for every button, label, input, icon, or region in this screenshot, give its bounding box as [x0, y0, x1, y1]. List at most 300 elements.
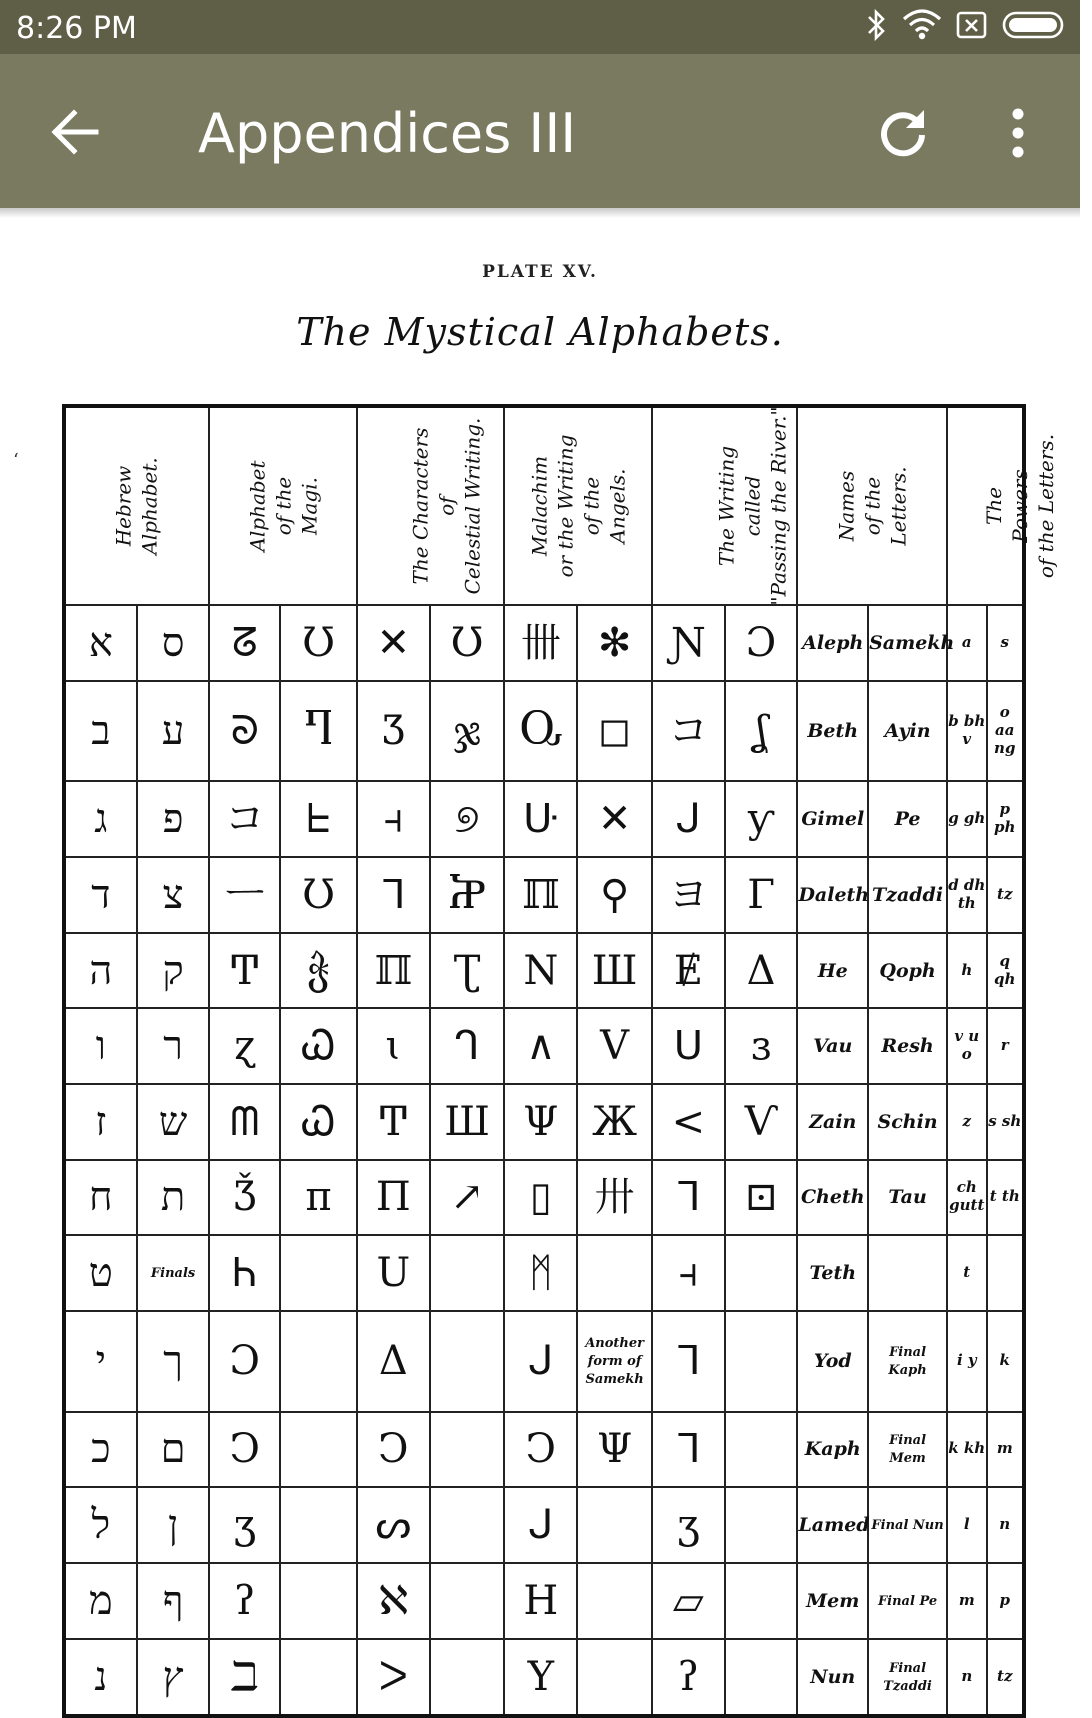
- table-cell: [357, 1639, 430, 1716]
- letter-glyph: Ψ: [597, 1426, 633, 1473]
- column-header-line: called: [740, 475, 765, 537]
- column-header-line: Hebrew: [112, 465, 137, 547]
- column-header-line: "Passing the River.": [766, 406, 791, 606]
- table-body: [64, 605, 1024, 1716]
- table-cell: [137, 605, 210, 681]
- letter-glyph: ჯ: [453, 708, 481, 755]
- letter-glyph: ג: [94, 796, 108, 843]
- table-cell: [577, 781, 652, 857]
- column-header-line: Angels.: [605, 468, 630, 544]
- table-cell: [64, 1008, 137, 1084]
- letter-glyph: Ⴍ: [519, 708, 563, 755]
- table-cell: [504, 1412, 577, 1488]
- table-cell: [430, 1487, 505, 1563]
- table-cell: [577, 605, 652, 681]
- table-cell: [137, 1487, 210, 1563]
- column-header-label: [111, 457, 163, 554]
- letter-glyph: ᖶ: [306, 796, 331, 843]
- letter-name: Final Pe: [877, 1593, 938, 1609]
- table-cell: [280, 1639, 357, 1716]
- table-cell: [868, 1412, 947, 1488]
- letter-glyph: ✕: [597, 796, 632, 843]
- table-cell: [430, 1311, 505, 1412]
- table-cell: [868, 1084, 947, 1160]
- letter-glyph: Ꮒ: [232, 1250, 257, 1297]
- letter-glyph: U: [376, 1250, 411, 1297]
- letter-name: Gimel: [801, 808, 865, 831]
- table-cell: [280, 1311, 357, 1412]
- letter-glyph: ᒣ: [381, 871, 406, 918]
- letter-power: ch gutt: [949, 1178, 985, 1215]
- table-cell: [652, 1412, 725, 1488]
- table-cell: [137, 781, 210, 857]
- table-cell: [987, 681, 1025, 782]
- letter-name: Zain: [809, 1110, 857, 1133]
- letter-glyph: Ⴟ: [447, 871, 487, 918]
- letter-glyph: Ʈ: [453, 947, 481, 994]
- table-cell: [725, 605, 798, 681]
- table-cell: [357, 1487, 430, 1563]
- letter-glyph: Ͻ: [229, 1426, 261, 1473]
- letter-glyph: ▱: [672, 1577, 704, 1624]
- table-cell: [209, 933, 280, 1009]
- letter-glyph: פ: [162, 796, 184, 843]
- letter-glyph: ץ: [162, 1653, 184, 1700]
- letter-glyph: ʒ: [677, 1502, 700, 1549]
- table-cell: [725, 1639, 798, 1716]
- table-cell: [504, 781, 577, 857]
- table-cell: [280, 1563, 357, 1639]
- letter-glyph: Ɔ: [745, 619, 777, 666]
- letter-glyph: Ʊ: [450, 619, 484, 666]
- table-cell: [64, 933, 137, 1009]
- table-cell: [64, 1160, 137, 1236]
- letter-glyph: ט: [88, 1250, 113, 1297]
- table-cell: [987, 1235, 1025, 1311]
- app-bar: [0, 54, 1080, 208]
- table-cell: [725, 681, 798, 782]
- letter-glyph: מ: [89, 1577, 113, 1624]
- table-cell: [504, 857, 577, 933]
- letter-glyph: ו: [95, 1023, 106, 1070]
- letter-power: b bh v: [948, 712, 986, 749]
- letter-power: v u o: [954, 1027, 980, 1064]
- overflow-menu-button[interactable]: [1000, 102, 1036, 164]
- arrow-left-icon: [46, 102, 106, 162]
- column-header-line: or the Writing: [553, 434, 578, 578]
- letter-glyph: Ͳ: [379, 1098, 407, 1145]
- table-cell: [137, 933, 210, 1009]
- letter-glyph: Ѵ: [743, 1098, 779, 1145]
- refresh-button[interactable]: [872, 102, 934, 164]
- table-cell: [64, 1412, 137, 1488]
- table-cell: [209, 1235, 280, 1311]
- table-cell: [280, 1412, 357, 1488]
- table-cell: [430, 681, 505, 782]
- battery-icon: [1002, 10, 1068, 40]
- letter-name: Tau: [888, 1186, 927, 1209]
- table-cell: [577, 1487, 652, 1563]
- table-cell: [357, 1412, 430, 1488]
- table-cell: [504, 605, 577, 681]
- letter-power: s sh: [988, 1111, 1022, 1130]
- table-cell: [209, 1563, 280, 1639]
- table-cell: [987, 1008, 1025, 1084]
- table-cell: [504, 1563, 577, 1639]
- column-header-label: [981, 434, 1059, 578]
- letter-glyph: ᐳ: [378, 1653, 408, 1700]
- table-cell: [209, 1008, 280, 1084]
- app-bar-shadow: [0, 208, 1080, 218]
- column-header: [947, 406, 1059, 605]
- table-cell: [947, 1160, 986, 1236]
- bluetooth-icon: [866, 8, 888, 42]
- column-header-line: Alphabet.: [138, 457, 163, 555]
- letter-glyph: ה: [89, 947, 113, 994]
- letter-glyph: ᘐ: [230, 708, 259, 755]
- letter-glyph: ᑘ: [523, 796, 559, 843]
- letter-glyph: ▯: [529, 1174, 552, 1221]
- letter-power: o aa ng: [994, 703, 1016, 758]
- table-cell: [280, 681, 357, 782]
- table-cell: [987, 1084, 1025, 1160]
- letter-glyph: ן: [167, 1502, 179, 1549]
- plate-title: The Mystical Alphabets.: [296, 310, 784, 354]
- table-row: [64, 933, 1024, 1009]
- letter-glyph: ᔕ: [375, 1502, 412, 1549]
- table-cell: [725, 1084, 798, 1160]
- cell-note: Another form of Samekh: [585, 1336, 644, 1388]
- status-time: 8:26 PM: [16, 11, 137, 46]
- table-cell: [430, 605, 505, 681]
- table-row: [64, 1235, 1024, 1311]
- table-cell: [652, 1487, 725, 1563]
- letter-glyph: コ: [224, 796, 265, 843]
- letter-power: z: [962, 1111, 972, 1130]
- table-cell: [209, 1160, 280, 1236]
- table-cell: [577, 1084, 652, 1160]
- table-cell: [868, 857, 947, 933]
- table-cell: [577, 857, 652, 933]
- table-cell: [209, 1084, 280, 1160]
- table-cell: [577, 1639, 652, 1716]
- column-header-line: The Writing: [714, 445, 739, 567]
- table-cell: [947, 1412, 986, 1488]
- table-cell: [868, 781, 947, 857]
- letter-glyph: ⫞: [678, 1250, 699, 1297]
- letter-glyph: ℿ: [521, 871, 560, 918]
- letter-name: Cheth: [800, 1186, 865, 1209]
- letter-power: tz: [997, 1666, 1013, 1685]
- table-cell: [797, 1412, 868, 1488]
- letter-glyph: ʒ: [233, 1502, 257, 1549]
- table-cell: [504, 1487, 577, 1563]
- table-cell: [652, 1084, 725, 1160]
- table-cell: [947, 1235, 986, 1311]
- letter-power: tz: [997, 884, 1013, 903]
- page-title: Appendices III: [198, 102, 577, 165]
- table-cell: [357, 1160, 430, 1236]
- table-cell: [504, 933, 577, 1009]
- letter-glyph: ב: [91, 708, 111, 755]
- table-cell: [357, 857, 430, 933]
- letter-name: Nun: [810, 1665, 856, 1688]
- table-cell: [987, 781, 1025, 857]
- table-cell: [652, 781, 725, 857]
- letter-glyph: ◻: [598, 708, 632, 755]
- table-cell: [652, 1008, 725, 1084]
- table-cell: [987, 1311, 1025, 1412]
- letter-glyph: ם: [160, 1426, 186, 1473]
- table-cell: [868, 1487, 947, 1563]
- table-cell: [947, 781, 986, 857]
- table-cell: [987, 1487, 1025, 1563]
- table-cell: [280, 1084, 357, 1160]
- table-cell: [577, 1311, 652, 1412]
- table-cell: [797, 1235, 868, 1311]
- table-cell: [577, 1235, 652, 1311]
- letter-glyph: ᒉ: [454, 1023, 480, 1070]
- column-header-line: of the Letters.: [1034, 433, 1059, 579]
- refresh-icon: [872, 102, 934, 164]
- table-cell: [987, 605, 1025, 681]
- letter-name: Qoph: [879, 959, 936, 982]
- table-cell: [797, 857, 868, 933]
- table-cell: [987, 1160, 1025, 1236]
- table-cell: [64, 1235, 137, 1311]
- table-cell: [652, 605, 725, 681]
- table-cell: [357, 1311, 430, 1412]
- table-row: [64, 1008, 1024, 1084]
- table-cell: [280, 933, 357, 1009]
- letter-glyph: ʔ: [234, 1577, 256, 1624]
- wifi-icon: [902, 9, 942, 41]
- letter-glyph: ף: [162, 1577, 184, 1624]
- letter-name: Vau: [813, 1035, 853, 1058]
- letter-glyph: Ж: [592, 1098, 638, 1145]
- table-cell: [868, 605, 955, 681]
- table-cell: [209, 605, 280, 681]
- letter-glyph: ח: [89, 1174, 113, 1221]
- letter-glyph: Ʊ: [301, 871, 336, 918]
- letter-glyph: ᒍ: [675, 796, 701, 843]
- table-cell: [137, 857, 210, 933]
- column-header-line: Powers: [1008, 469, 1033, 543]
- table-cell: [357, 681, 430, 782]
- letter-power: p ph: [994, 800, 1016, 837]
- letter-glyph: ר: [163, 1023, 183, 1070]
- table-cell: [725, 857, 798, 933]
- table-cell: [947, 857, 986, 933]
- table-cell: [64, 681, 137, 782]
- table-cell: [280, 1235, 357, 1311]
- alphabet-table: [62, 404, 1059, 1718]
- letter-name: Final Nun: [871, 1518, 944, 1534]
- letter-name: Lamed: [798, 1514, 870, 1537]
- table-cell: [357, 1235, 430, 1311]
- column-header: [357, 406, 505, 605]
- letter-glyph: Ш: [444, 1098, 490, 1145]
- table-cell: [868, 1563, 947, 1639]
- letter-glyph: ס: [161, 619, 185, 666]
- table-cell: [797, 1160, 868, 1236]
- table-cell: [430, 1563, 505, 1639]
- table-cell: [280, 857, 357, 933]
- letter-power: h: [961, 960, 973, 979]
- back-button[interactable]: [46, 102, 106, 162]
- table-cell: [64, 1639, 137, 1716]
- table-cell: [577, 681, 652, 782]
- table-cell: [357, 605, 430, 681]
- letter-glyph: ד: [91, 871, 111, 918]
- letter-power: g gh: [948, 809, 986, 828]
- letter-glyph: Ʊ: [301, 619, 336, 666]
- table-cell: [209, 857, 280, 933]
- letter-glyph: 卌: [520, 619, 561, 666]
- table-cell: [947, 1563, 986, 1639]
- table-row: [64, 1487, 1024, 1563]
- table-row: [64, 1311, 1024, 1412]
- table-cell: [652, 1639, 725, 1716]
- table-cell: [652, 1311, 725, 1412]
- letter-glyph: ℿ: [374, 947, 413, 994]
- letter-power: i y: [956, 1351, 977, 1370]
- letter-glyph: Π: [375, 1174, 411, 1221]
- letter-glyph: V: [600, 1023, 630, 1070]
- status-bar: [0, 0, 1080, 54]
- letter-glyph: Ɔ: [229, 1338, 261, 1385]
- column-header-line: of: [434, 496, 459, 516]
- table-cell: [209, 681, 280, 782]
- column-header-line: Magi.: [297, 477, 322, 535]
- letter-power: k: [999, 1351, 1010, 1370]
- letter-glyph: ჭ: [307, 947, 331, 994]
- table-row: [64, 781, 1024, 857]
- column-header-line: The Characters: [408, 427, 433, 585]
- table-cell: [137, 1235, 210, 1311]
- table-cell: [797, 605, 868, 681]
- letter-glyph: Ɇ: [673, 947, 703, 994]
- column-header-line: Celestial Writing.: [460, 417, 485, 595]
- letter-name: Yod: [813, 1350, 852, 1373]
- table-cell: [797, 933, 868, 1009]
- table-cell: [868, 681, 947, 782]
- table-cell: [725, 1487, 798, 1563]
- letter-power: p: [999, 1590, 1010, 1609]
- table-cell: [137, 1563, 210, 1639]
- table-cell: [652, 1235, 725, 1311]
- table-cell: [504, 1235, 577, 1311]
- table-cell: [504, 1311, 577, 1412]
- column-header-line: of the: [579, 476, 604, 536]
- table-row: [64, 1412, 1024, 1488]
- column-header: [64, 406, 209, 605]
- document-page[interactable]: [0, 218, 1080, 1700]
- column-header-line: of the: [860, 476, 885, 536]
- table-row: [64, 857, 1024, 933]
- table-cell: [209, 1311, 280, 1412]
- letter-power: s: [1000, 632, 1009, 651]
- table-cell: [797, 781, 868, 857]
- column-header-label: [526, 435, 630, 578]
- letter-power: r: [1000, 1036, 1009, 1055]
- column-header: [797, 406, 947, 605]
- letter-name: Ayin: [884, 720, 931, 743]
- table-cell: [725, 781, 798, 857]
- table-cell: [137, 1084, 210, 1160]
- table-cell: [209, 781, 280, 857]
- letter-glyph: ז: [95, 1098, 107, 1145]
- table-row: [64, 1563, 1024, 1639]
- table-cell: [725, 1235, 798, 1311]
- column-header-label: [833, 466, 911, 545]
- no-sim-icon: [956, 10, 988, 40]
- letter-name: Teth: [809, 1262, 857, 1285]
- letter-glyph: ᒣ: [676, 1338, 701, 1385]
- table-cell: [797, 1487, 868, 1563]
- letter-glyph: ᒣ: [676, 1426, 701, 1473]
- table-cell: [797, 1639, 868, 1716]
- table-cell: [430, 1235, 505, 1311]
- letter-power: a: [961, 632, 972, 651]
- letter-power: t th: [989, 1187, 1020, 1206]
- column-header-label: [714, 406, 792, 605]
- table-cell: [725, 1008, 798, 1084]
- table-cell: [947, 681, 986, 782]
- table-cell: [577, 1563, 652, 1639]
- table-cell: [987, 1412, 1025, 1488]
- table-cell: [280, 1008, 357, 1084]
- letter-glyph: ℵ: [378, 1577, 409, 1624]
- letter-name: He: [817, 959, 848, 982]
- letter-power: m: [996, 1439, 1013, 1458]
- letter-glyph: ✕: [376, 619, 411, 666]
- table-cell: [947, 1008, 986, 1084]
- column-header-line: Malachim: [527, 455, 552, 557]
- table-cell: [64, 1563, 137, 1639]
- table-cell: [652, 933, 725, 1009]
- table-cell: [137, 1412, 210, 1488]
- letter-glyph: ʆ: [754, 708, 768, 755]
- table-header-row: [64, 406, 1024, 605]
- table-cell: [725, 1563, 798, 1639]
- table-cell: [868, 1639, 947, 1716]
- letter-glyph: ⚲: [599, 871, 630, 918]
- more-vertical-icon: [1000, 102, 1036, 164]
- letter-glyph: Ǯ: [233, 1174, 257, 1221]
- table-cell: [504, 1639, 577, 1716]
- letter-glyph: ת: [160, 1174, 186, 1221]
- letter-glyph: ᒍ: [528, 1502, 554, 1549]
- table-cell: [577, 1412, 652, 1488]
- letter-name: Pe: [894, 808, 921, 831]
- letter-name: Final Kaph: [888, 1345, 927, 1379]
- table-cell: [430, 1412, 505, 1488]
- table-cell: [430, 1639, 505, 1716]
- letter-glyph: Ɲ: [670, 619, 706, 666]
- column-header-line: Names: [834, 470, 859, 542]
- letter-glyph: ʔ: [677, 1653, 700, 1700]
- table-cell: [652, 1160, 725, 1236]
- cell-note: Finals: [150, 1266, 196, 1282]
- table-cell: [725, 933, 798, 1009]
- letter-power: t: [963, 1263, 971, 1282]
- letter-glyph: Ψ: [523, 1098, 559, 1145]
- letter-glyph: ק: [162, 947, 184, 994]
- table-cell: [209, 1639, 280, 1716]
- letter-glyph: N: [523, 947, 559, 994]
- letter-glyph: H: [523, 1577, 559, 1624]
